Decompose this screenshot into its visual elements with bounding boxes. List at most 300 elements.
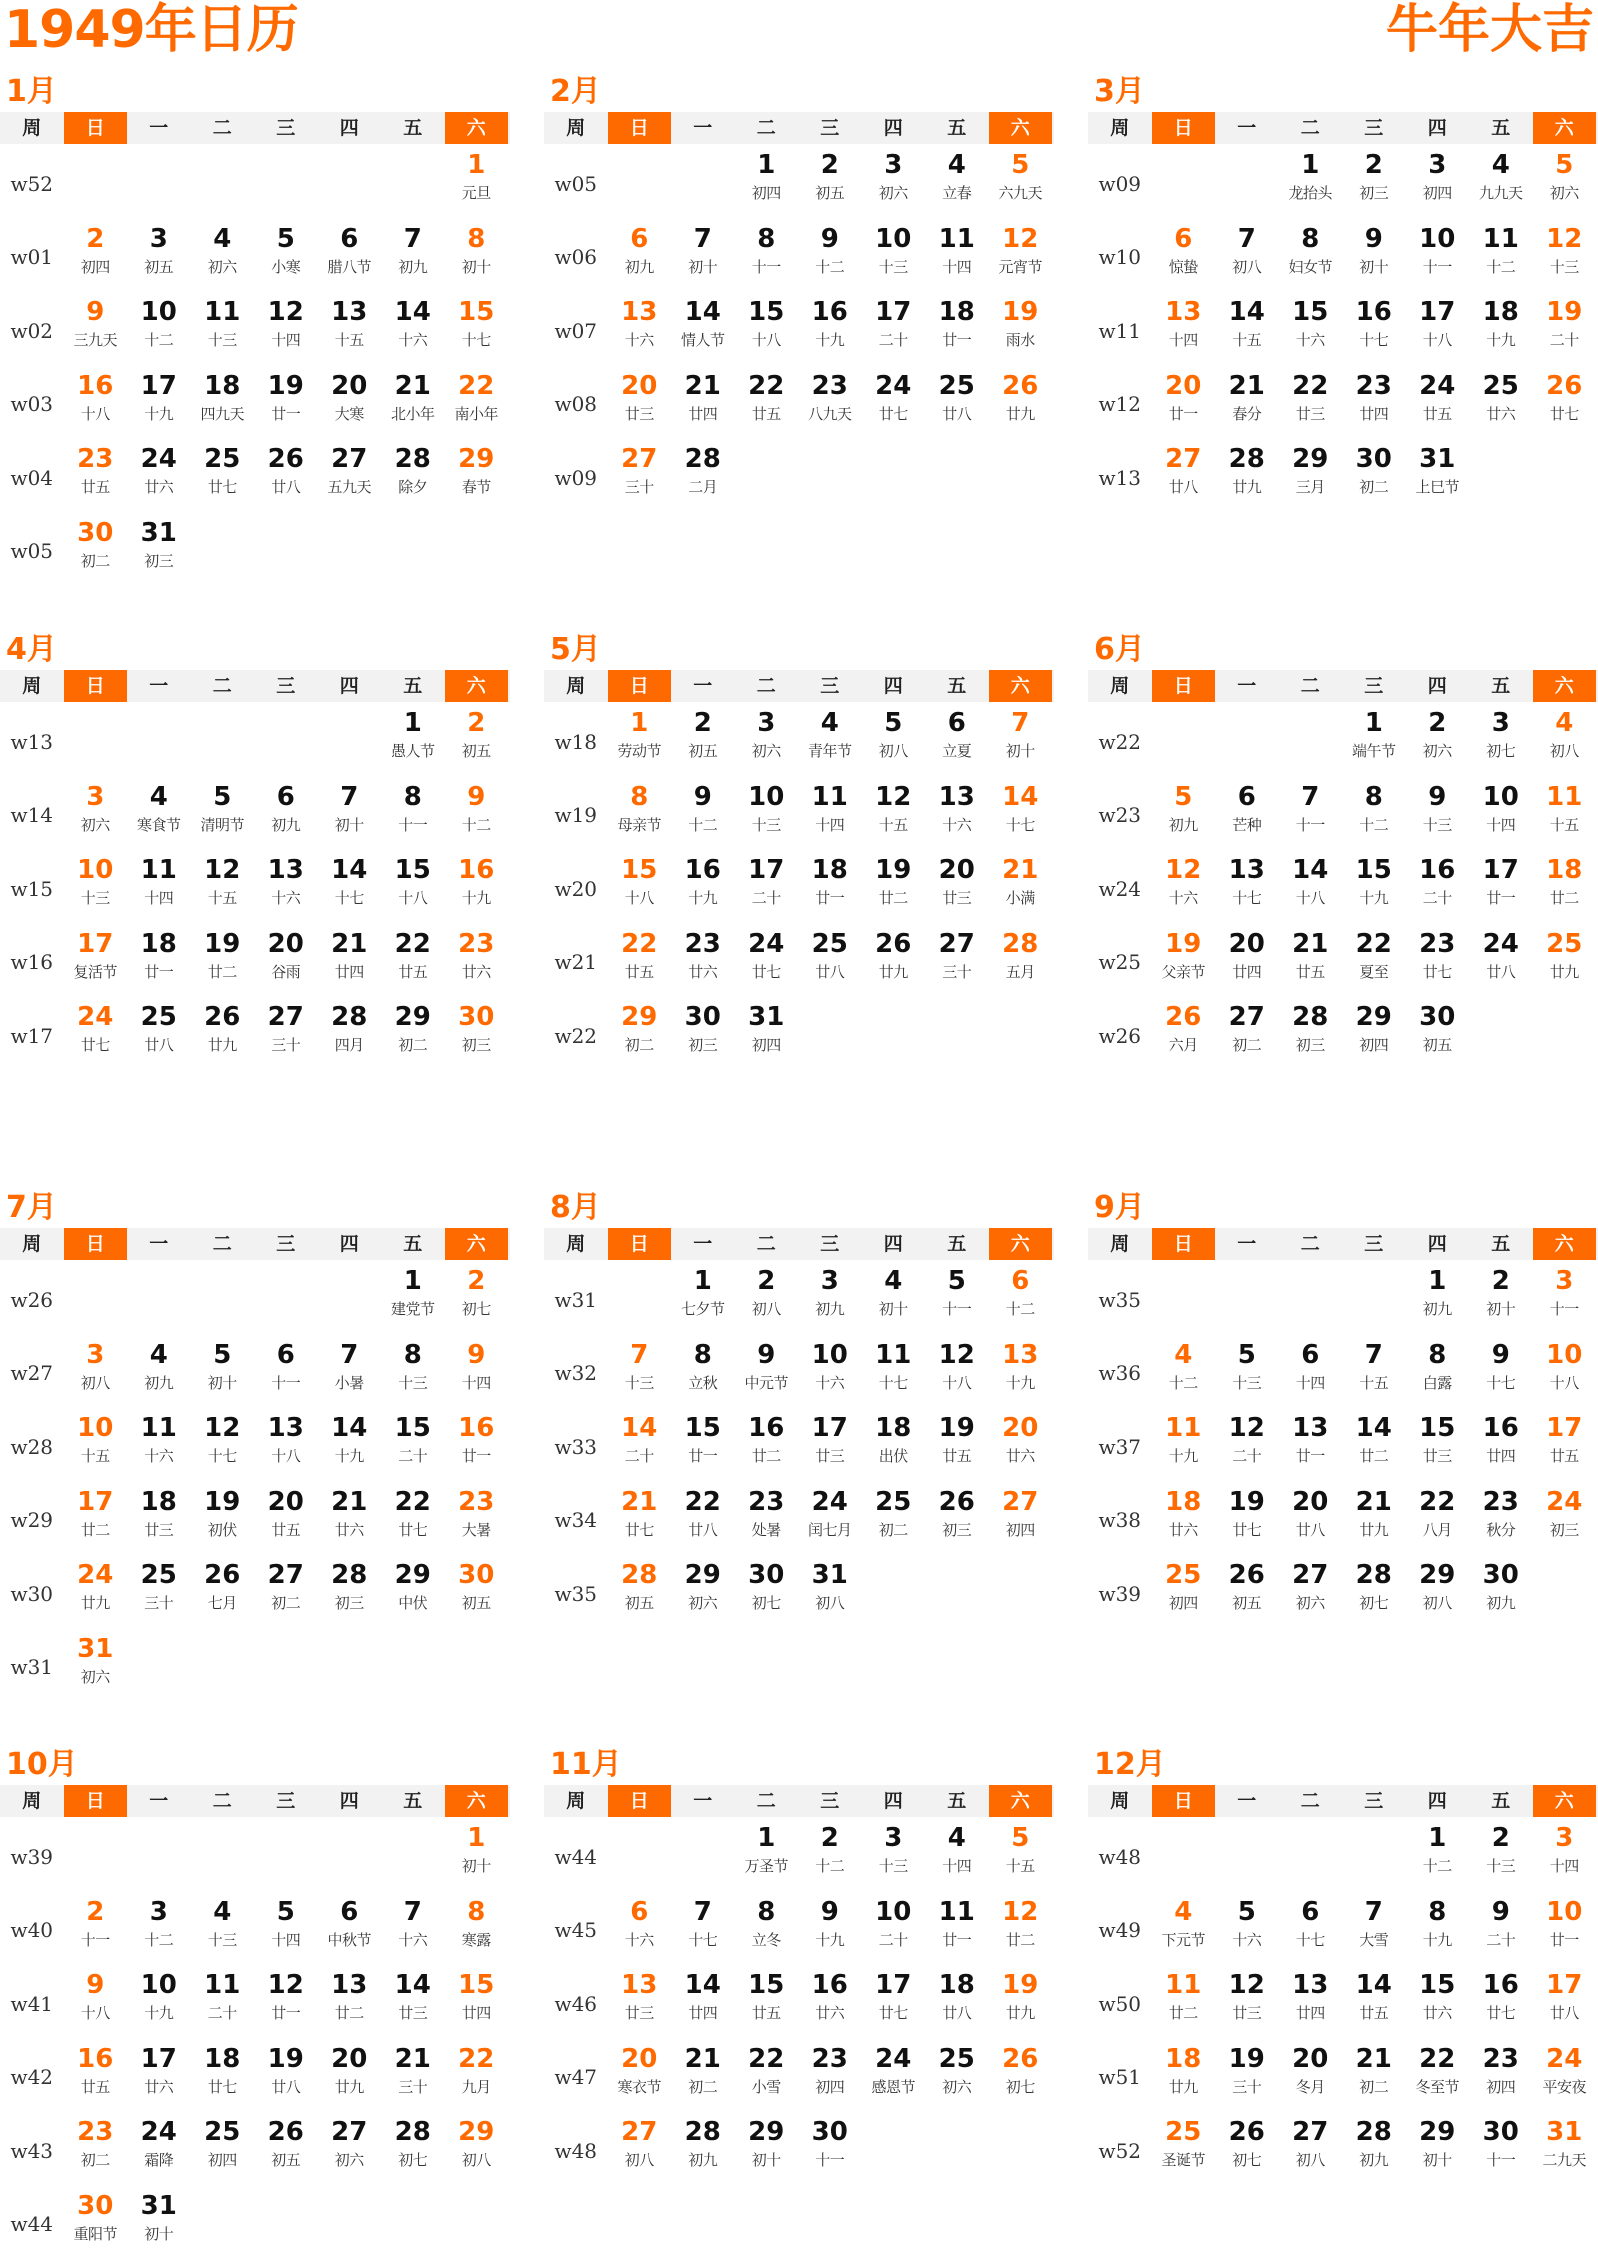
day-cell[interactable] (1533, 1481, 1597, 1555)
day-cell[interactable] (989, 218, 1053, 292)
day-cell[interactable] (318, 1334, 382, 1408)
day-cell[interactable] (64, 923, 128, 997)
day-cell[interactable] (798, 849, 862, 923)
day-cell[interactable] (798, 1554, 862, 1628)
day-cell[interactable] (1406, 1817, 1470, 1891)
day-cell[interactable] (445, 365, 509, 439)
day-cell[interactable] (1215, 218, 1279, 292)
day-cell[interactable] (1152, 218, 1216, 292)
day-cell[interactable] (445, 218, 509, 292)
day-cell[interactable] (671, 923, 735, 997)
day-cell[interactable] (1406, 2038, 1470, 2112)
day-cell[interactable] (1533, 776, 1597, 850)
day-cell[interactable] (127, 2111, 191, 2185)
day-cell[interactable] (191, 1964, 255, 2038)
day-cell[interactable] (381, 1554, 445, 1628)
day-cell[interactable] (1533, 218, 1597, 292)
day-cell[interactable] (318, 996, 382, 1070)
day-cell[interactable] (1406, 438, 1470, 512)
day-cell[interactable] (1406, 291, 1470, 365)
day-cell[interactable] (925, 1334, 989, 1408)
day-cell[interactable] (989, 291, 1053, 365)
day-cell[interactable] (989, 365, 1053, 439)
day-cell[interactable] (798, 2111, 862, 2185)
day-cell[interactable] (989, 1407, 1053, 1481)
day-cell[interactable] (191, 1554, 255, 1628)
day-cell[interactable] (318, 218, 382, 292)
day-cell[interactable] (1533, 1260, 1597, 1334)
day-cell[interactable] (1533, 2038, 1597, 2112)
day-cell[interactable] (671, 1964, 735, 2038)
day-cell[interactable] (1533, 849, 1597, 923)
day-cell[interactable] (1342, 2038, 1406, 2112)
day-cell[interactable] (925, 365, 989, 439)
day-cell[interactable] (1342, 291, 1406, 365)
day-cell[interactable] (608, 365, 672, 439)
day-cell[interactable] (798, 702, 862, 776)
day-cell[interactable] (1469, 1407, 1533, 1481)
day-cell[interactable] (1342, 1964, 1406, 2038)
day-cell[interactable] (1533, 1334, 1597, 1408)
day-cell[interactable] (608, 291, 672, 365)
day-cell[interactable] (1342, 849, 1406, 923)
day-cell[interactable] (735, 1407, 799, 1481)
day-cell[interactable] (191, 923, 255, 997)
day-cell[interactable] (1152, 2038, 1216, 2112)
day-cell[interactable] (925, 1817, 989, 1891)
day-cell[interactable] (445, 1334, 509, 1408)
day-cell[interactable] (318, 1964, 382, 2038)
day-cell[interactable] (1215, 291, 1279, 365)
day-cell[interactable] (608, 923, 672, 997)
day-cell[interactable] (1215, 1964, 1279, 2038)
day-cell[interactable] (1469, 144, 1533, 218)
day-cell[interactable] (925, 1260, 989, 1334)
day-cell[interactable] (1406, 144, 1470, 218)
day-cell[interactable] (925, 849, 989, 923)
day-cell[interactable] (798, 2038, 862, 2112)
day-cell[interactable] (1152, 1964, 1216, 2038)
day-cell[interactable] (1406, 996, 1470, 1070)
day-cell[interactable] (735, 2111, 799, 2185)
day-cell[interactable] (735, 144, 799, 218)
day-cell[interactable] (862, 849, 926, 923)
day-cell[interactable] (318, 1481, 382, 1555)
day-cell[interactable] (798, 923, 862, 997)
day-cell[interactable] (1406, 1334, 1470, 1408)
day-cell[interactable] (862, 1334, 926, 1408)
day-cell[interactable] (127, 438, 191, 512)
day-cell[interactable] (608, 1407, 672, 1481)
day-cell[interactable] (862, 923, 926, 997)
day-cell[interactable] (608, 218, 672, 292)
day-cell[interactable] (735, 1964, 799, 2038)
day-cell[interactable] (318, 923, 382, 997)
day-cell[interactable] (671, 996, 735, 1070)
day-cell[interactable] (671, 218, 735, 292)
day-cell[interactable] (381, 218, 445, 292)
day-cell[interactable] (1279, 1891, 1343, 1965)
day-cell[interactable] (127, 776, 191, 850)
day-cell[interactable] (1469, 2038, 1533, 2112)
day-cell[interactable] (381, 1334, 445, 1408)
day-cell[interactable] (925, 1407, 989, 1481)
day-cell[interactable] (191, 1407, 255, 1481)
day-cell[interactable] (989, 923, 1053, 997)
day-cell[interactable] (318, 438, 382, 512)
day-cell[interactable] (989, 776, 1053, 850)
day-cell[interactable] (1215, 1481, 1279, 1555)
day-cell[interactable] (671, 1260, 735, 1334)
day-cell[interactable] (1469, 702, 1533, 776)
day-cell[interactable] (1406, 365, 1470, 439)
day-cell[interactable] (318, 776, 382, 850)
day-cell[interactable] (318, 291, 382, 365)
day-cell[interactable] (1406, 923, 1470, 997)
day-cell[interactable] (127, 291, 191, 365)
day-cell[interactable] (1342, 365, 1406, 439)
day-cell[interactable] (735, 1334, 799, 1408)
day-cell[interactable] (1215, 1554, 1279, 1628)
day-cell[interactable] (1406, 776, 1470, 850)
day-cell[interactable] (671, 2111, 735, 2185)
day-cell[interactable] (608, 996, 672, 1070)
day-cell[interactable] (318, 1407, 382, 1481)
day-cell[interactable] (445, 438, 509, 512)
day-cell[interactable] (318, 365, 382, 439)
day-cell[interactable] (925, 702, 989, 776)
day-cell[interactable] (1469, 291, 1533, 365)
day-cell[interactable] (798, 144, 862, 218)
day-cell[interactable] (1469, 923, 1533, 997)
day-cell[interactable] (1406, 1260, 1470, 1334)
day-cell[interactable] (925, 776, 989, 850)
day-cell[interactable] (381, 438, 445, 512)
day-cell[interactable] (254, 291, 318, 365)
day-cell[interactable] (989, 144, 1053, 218)
day-cell[interactable] (671, 1554, 735, 1628)
day-cell[interactable] (862, 144, 926, 218)
day-cell[interactable] (671, 849, 735, 923)
day-cell[interactable] (381, 849, 445, 923)
day-cell[interactable] (735, 1891, 799, 1965)
day-cell[interactable] (191, 365, 255, 439)
day-cell[interactable] (798, 1817, 862, 1891)
day-cell[interactable] (1469, 365, 1533, 439)
day-cell[interactable] (1279, 1334, 1343, 1408)
day-cell[interactable] (254, 438, 318, 512)
day-cell[interactable] (1342, 218, 1406, 292)
day-cell[interactable] (64, 2111, 128, 2185)
day-cell[interactable] (608, 1334, 672, 1408)
day-cell[interactable] (608, 1481, 672, 1555)
day-cell[interactable] (1279, 1407, 1343, 1481)
day-cell[interactable] (1279, 849, 1343, 923)
day-cell[interactable] (1342, 1407, 1406, 1481)
day-cell[interactable] (127, 1554, 191, 1628)
day-cell[interactable] (254, 1481, 318, 1555)
day-cell[interactable] (64, 1628, 128, 1702)
day-cell[interactable] (862, 2038, 926, 2112)
day-cell[interactable] (1533, 702, 1597, 776)
day-cell[interactable] (318, 849, 382, 923)
day-cell[interactable] (925, 291, 989, 365)
day-cell[interactable] (1152, 1554, 1216, 1628)
day-cell[interactable] (1279, 2038, 1343, 2112)
day-cell[interactable] (925, 2038, 989, 2112)
day-cell[interactable] (671, 2038, 735, 2112)
day-cell[interactable] (191, 2111, 255, 2185)
day-cell[interactable] (925, 218, 989, 292)
day-cell[interactable] (798, 776, 862, 850)
day-cell[interactable] (127, 1334, 191, 1408)
day-cell[interactable] (608, 438, 672, 512)
day-cell[interactable] (862, 291, 926, 365)
day-cell[interactable] (191, 2038, 255, 2112)
day-cell[interactable] (1279, 218, 1343, 292)
day-cell[interactable] (254, 1407, 318, 1481)
day-cell[interactable] (1152, 996, 1216, 1070)
day-cell[interactable] (1469, 1554, 1533, 1628)
day-cell[interactable] (1342, 776, 1406, 850)
day-cell[interactable] (1215, 923, 1279, 997)
day-cell[interactable] (64, 849, 128, 923)
day-cell[interactable] (254, 1554, 318, 1628)
day-cell[interactable] (127, 1891, 191, 1965)
day-cell[interactable] (1279, 365, 1343, 439)
day-cell[interactable] (798, 1964, 862, 2038)
day-cell[interactable] (735, 1817, 799, 1891)
day-cell[interactable] (1152, 1891, 1216, 1965)
day-cell[interactable] (64, 1554, 128, 1628)
day-cell[interactable] (1533, 365, 1597, 439)
day-cell[interactable] (381, 1260, 445, 1334)
day-cell[interactable] (1279, 2111, 1343, 2185)
day-cell[interactable] (127, 1481, 191, 1555)
day-cell[interactable] (127, 365, 191, 439)
day-cell[interactable] (127, 512, 191, 586)
day-cell[interactable] (1406, 1407, 1470, 1481)
day-cell[interactable] (64, 996, 128, 1070)
day-cell[interactable] (1469, 1817, 1533, 1891)
day-cell[interactable] (64, 776, 128, 850)
day-cell[interactable] (671, 776, 735, 850)
day-cell[interactable] (381, 2111, 445, 2185)
day-cell[interactable] (989, 849, 1053, 923)
day-cell[interactable] (64, 2038, 128, 2112)
day-cell[interactable] (445, 996, 509, 1070)
day-cell[interactable] (1342, 144, 1406, 218)
day-cell[interactable] (191, 849, 255, 923)
day-cell[interactable] (608, 2111, 672, 2185)
day-cell[interactable] (445, 849, 509, 923)
day-cell[interactable] (254, 996, 318, 1070)
day-cell[interactable] (254, 923, 318, 997)
day-cell[interactable] (989, 1260, 1053, 1334)
day-cell[interactable] (64, 438, 128, 512)
day-cell[interactable] (735, 1554, 799, 1628)
day-cell[interactable] (608, 702, 672, 776)
day-cell[interactable] (191, 1481, 255, 1555)
day-cell[interactable] (1152, 849, 1216, 923)
day-cell[interactable] (1152, 291, 1216, 365)
day-cell[interactable] (1342, 1554, 1406, 1628)
day-cell[interactable] (1152, 2111, 1216, 2185)
day-cell[interactable] (671, 438, 735, 512)
day-cell[interactable] (191, 1334, 255, 1408)
day-cell[interactable] (1215, 776, 1279, 850)
day-cell[interactable] (445, 923, 509, 997)
day-cell[interactable] (1279, 1554, 1343, 1628)
day-cell[interactable] (1215, 849, 1279, 923)
day-cell[interactable] (445, 1891, 509, 1965)
day-cell[interactable] (1406, 1554, 1470, 1628)
day-cell[interactable] (1215, 1334, 1279, 1408)
day-cell[interactable] (798, 365, 862, 439)
day-cell[interactable] (1342, 438, 1406, 512)
day-cell[interactable] (64, 218, 128, 292)
day-cell[interactable] (1406, 2111, 1470, 2185)
day-cell[interactable] (735, 1260, 799, 1334)
day-cell[interactable] (445, 1481, 509, 1555)
day-cell[interactable] (862, 776, 926, 850)
day-cell[interactable] (1279, 776, 1343, 850)
day-cell[interactable] (445, 1817, 509, 1891)
day-cell[interactable] (318, 1554, 382, 1628)
day-cell[interactable] (445, 291, 509, 365)
day-cell[interactable] (1279, 923, 1343, 997)
day-cell[interactable] (671, 365, 735, 439)
day-cell[interactable] (1215, 2111, 1279, 2185)
day-cell[interactable] (254, 2038, 318, 2112)
day-cell[interactable] (1215, 365, 1279, 439)
day-cell[interactable] (862, 1964, 926, 2038)
day-cell[interactable] (862, 1891, 926, 1965)
day-cell[interactable] (798, 1407, 862, 1481)
day-cell[interactable] (798, 1481, 862, 1555)
day-cell[interactable] (64, 1964, 128, 2038)
day-cell[interactable] (445, 2111, 509, 2185)
day-cell[interactable] (671, 1891, 735, 1965)
day-cell[interactable] (318, 2038, 382, 2112)
day-cell[interactable] (735, 218, 799, 292)
day-cell[interactable] (64, 1334, 128, 1408)
day-cell[interactable] (318, 2111, 382, 2185)
day-cell[interactable] (989, 1481, 1053, 1555)
day-cell[interactable] (127, 2185, 191, 2257)
day-cell[interactable] (1215, 1407, 1279, 1481)
day-cell[interactable] (989, 1964, 1053, 2038)
day-cell[interactable] (862, 1260, 926, 1334)
day-cell[interactable] (608, 1554, 672, 1628)
day-cell[interactable] (1342, 702, 1406, 776)
day-cell[interactable] (64, 1407, 128, 1481)
day-cell[interactable] (381, 1964, 445, 2038)
day-cell[interactable] (1152, 1334, 1216, 1408)
day-cell[interactable] (254, 218, 318, 292)
day-cell[interactable] (191, 291, 255, 365)
day-cell[interactable] (1279, 996, 1343, 1070)
day-cell[interactable] (64, 512, 128, 586)
day-cell[interactable] (1533, 144, 1597, 218)
day-cell[interactable] (862, 1817, 926, 1891)
day-cell[interactable] (735, 1481, 799, 1555)
day-cell[interactable] (735, 996, 799, 1070)
day-cell[interactable] (1215, 996, 1279, 1070)
day-cell[interactable] (64, 2185, 128, 2257)
day-cell[interactable] (862, 1407, 926, 1481)
day-cell[interactable] (989, 2038, 1053, 2112)
day-cell[interactable] (1279, 438, 1343, 512)
day-cell[interactable] (1533, 1817, 1597, 1891)
day-cell[interactable] (1406, 702, 1470, 776)
day-cell[interactable] (254, 1334, 318, 1408)
day-cell[interactable] (1279, 291, 1343, 365)
day-cell[interactable] (608, 1964, 672, 2038)
day-cell[interactable] (671, 1407, 735, 1481)
day-cell[interactable] (1215, 438, 1279, 512)
day-cell[interactable] (1152, 776, 1216, 850)
day-cell[interactable] (1215, 1891, 1279, 1965)
day-cell[interactable] (925, 1891, 989, 1965)
day-cell[interactable] (445, 2038, 509, 2112)
day-cell[interactable] (608, 1891, 672, 1965)
day-cell[interactable] (1533, 2111, 1597, 2185)
day-cell[interactable] (254, 1964, 318, 2038)
day-cell[interactable] (191, 438, 255, 512)
day-cell[interactable] (127, 2038, 191, 2112)
day-cell[interactable] (1406, 1481, 1470, 1555)
day-cell[interactable] (735, 291, 799, 365)
day-cell[interactable] (735, 365, 799, 439)
day-cell[interactable] (1152, 923, 1216, 997)
day-cell[interactable] (381, 365, 445, 439)
day-cell[interactable] (191, 1891, 255, 1965)
day-cell[interactable] (608, 2038, 672, 2112)
day-cell[interactable] (989, 1334, 1053, 1408)
day-cell[interactable] (381, 1407, 445, 1481)
day-cell[interactable] (862, 1481, 926, 1555)
day-cell[interactable] (1342, 2111, 1406, 2185)
day-cell[interactable] (1279, 1964, 1343, 2038)
day-cell[interactable] (1469, 1481, 1533, 1555)
day-cell[interactable] (191, 218, 255, 292)
day-cell[interactable] (1152, 1407, 1216, 1481)
day-cell[interactable] (925, 923, 989, 997)
day-cell[interactable] (191, 776, 255, 850)
day-cell[interactable] (254, 849, 318, 923)
day-cell[interactable] (254, 365, 318, 439)
day-cell[interactable] (445, 1964, 509, 2038)
day-cell[interactable] (1279, 1481, 1343, 1555)
day-cell[interactable] (671, 1334, 735, 1408)
day-cell[interactable] (1533, 1964, 1597, 2038)
day-cell[interactable] (191, 996, 255, 1070)
day-cell[interactable] (735, 702, 799, 776)
day-cell[interactable] (1406, 1891, 1470, 1965)
day-cell[interactable] (1533, 923, 1597, 997)
day-cell[interactable] (862, 218, 926, 292)
day-cell[interactable] (1469, 776, 1533, 850)
day-cell[interactable] (1406, 218, 1470, 292)
day-cell[interactable] (1342, 1481, 1406, 1555)
day-cell[interactable] (381, 776, 445, 850)
day-cell[interactable] (445, 702, 509, 776)
day-cell[interactable] (798, 1260, 862, 1334)
day-cell[interactable] (1342, 1334, 1406, 1408)
day-cell[interactable] (1469, 2111, 1533, 2185)
day-cell[interactable] (798, 218, 862, 292)
